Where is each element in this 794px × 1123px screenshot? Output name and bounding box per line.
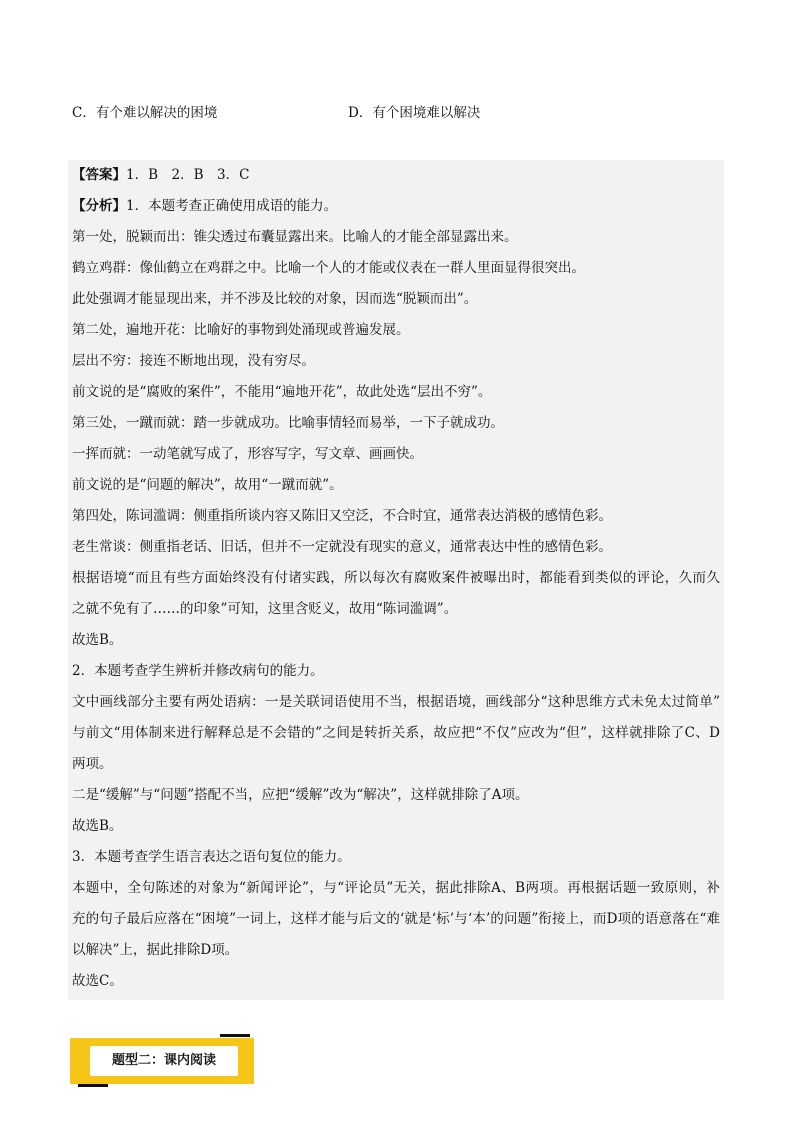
answer-label: 【答案】 bbox=[72, 167, 126, 183]
analysis-line: 文中画线部分主要有两处语病：一是关联词语使用不当，根据语境，画线部分“这种思维方式未免太过简单” bbox=[72, 694, 720, 710]
answer-analysis-box bbox=[68, 160, 724, 1000]
analysis-label: 【分析】 bbox=[72, 198, 126, 214]
analysis-line: 第三处，一蹴而就：踏一步就成功。比喻事情轻而易举，一下子就成功。 bbox=[72, 415, 504, 431]
analysis-line: 老生常谈：侧重指老话、旧话，但并不一定就没有现实的意义，通常表达中性的感情色彩。 bbox=[72, 539, 612, 555]
section-banner bbox=[70, 1038, 254, 1084]
analysis-line: 根据语境“而且有些方面始终没有付诸实践，所以每次有腐败案件被曝出时，都能看到类似的评论，久而久 bbox=[72, 570, 720, 586]
analysis-line: 前文说的是“腐败的案件”，不能用“遍地开花”，故此处选“层出不穷”。 bbox=[72, 384, 492, 400]
analysis-line: 故选B。 bbox=[72, 632, 123, 648]
analysis-intro-line bbox=[72, 195, 720, 217]
analysis-line: 前文说的是“问题的解决”，故用“一蹴而就”。 bbox=[72, 477, 343, 493]
option-c: C．有个难以解决的困境 bbox=[72, 105, 218, 121]
analysis-line: 与前文“用体制来进行解释总是不会错的”之间是转折关系，故应把“不仅”应改为“但”，这样就排除了C、D bbox=[72, 725, 720, 741]
analysis-line: 第四处，陈词滥调：侧重指所谈内容又陈旧又空泛，不合时宜，通常表达消极的感情色彩。 bbox=[72, 508, 612, 524]
section-title: 题型二：课内阅读 bbox=[111, 1053, 216, 1068]
option-d: D．有个困境难以解决 bbox=[348, 105, 481, 121]
analysis-line: 层出不穷：接连不断地出现，没有穷尽。 bbox=[72, 353, 315, 369]
answer-options-row bbox=[72, 101, 722, 123]
analysis-line: 一挥而就：一动笔就写成了，形容写字，写文章、画画快。 bbox=[72, 446, 423, 462]
analysis-line: 本题中，全句陈述的对象为“新闻评论”，与“评论员”无关，据此排除A、B两项。再根据话题一致原则，补 bbox=[72, 880, 720, 896]
section-banner-label-box bbox=[90, 1046, 238, 1076]
analysis-line: 之就不免有了……的印象”可知，这里含贬义，故用“陈词滥调”。 bbox=[72, 601, 458, 617]
analysis-line: 两项。 bbox=[72, 756, 113, 772]
analysis-line: 鹤立鸡群：像仙鹤立在鸡群之中。比喻一个人的才能或仪表在一群人里面显得很突出。 bbox=[72, 260, 585, 276]
analysis-line: 第二处，遍地开花：比喻好的事物到处涌现或普遍发展。 bbox=[72, 322, 410, 338]
analysis-intro: 1．本题考查正确使用成语的能力。 bbox=[126, 198, 338, 214]
analysis-line: 故选C。 bbox=[72, 973, 123, 989]
answer-text: 1．B 2．B 3．C bbox=[126, 167, 250, 183]
answer-line bbox=[72, 164, 720, 186]
analysis-line: 以解决”上，据此排除D项。 bbox=[72, 942, 239, 958]
analysis-line: 此处强调才能显现出来，并不涉及比较的对象，因而选“脱颖而出”。 bbox=[72, 291, 478, 307]
banner-dash-bottom bbox=[78, 1084, 108, 1087]
analysis-line: 充的句子最后应落在“困境”一词上，这样才能与后文的‘就是‘标’与‘本’的问题”衔接上，而D项的语意落在“难 bbox=[72, 911, 720, 927]
analysis-line: 第一处，脱颖而出：锥尖透过布囊显露出来。比喻人的才能全部显露出来。 bbox=[72, 229, 518, 245]
analysis-line: 二是“缓解”与“问题”搭配不当，应把“缓解”改为“解决”，这样就排除了A项。 bbox=[72, 787, 529, 803]
analysis-line: 2．本题考查学生辨析并修改病句的能力。 bbox=[72, 663, 324, 679]
banner-dash-top bbox=[220, 1034, 250, 1037]
analysis-line: 3．本题考查学生语言表达之语句复位的能力。 bbox=[72, 849, 351, 865]
analysis-line: 故选B。 bbox=[72, 818, 123, 834]
